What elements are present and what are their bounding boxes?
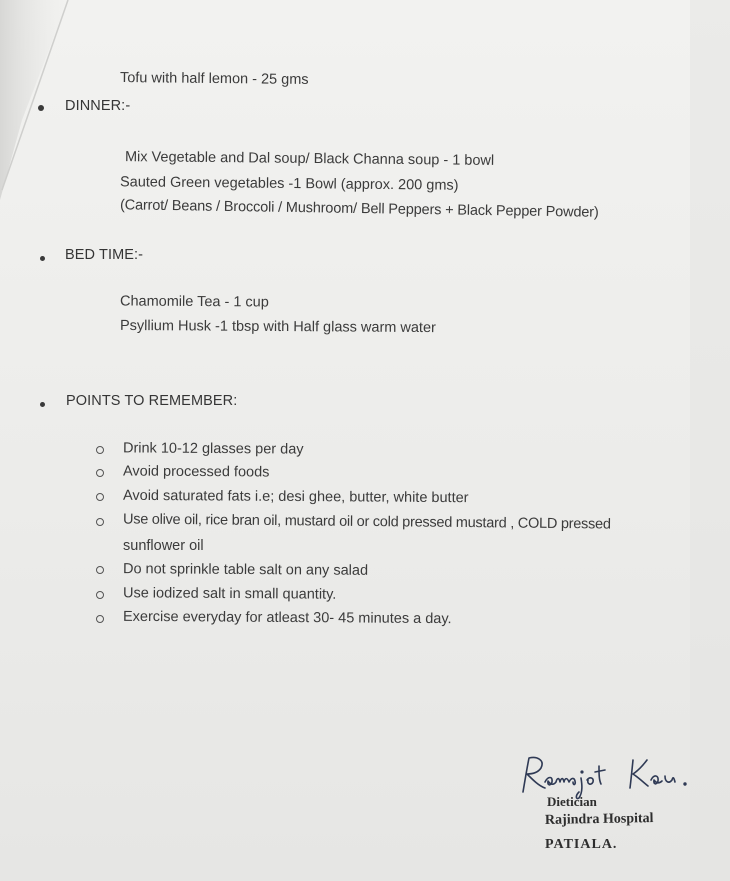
dinner-item-soup: Mix Vegetable and Dal soup/ Black Channa soup - 1 bowl: [124, 149, 495, 169]
point-marker: [96, 566, 104, 574]
dinner-bullet: [38, 105, 44, 111]
dietician-signature: [515, 748, 705, 800]
dinner-item-vegetables: Sauted Green vegetables -1 Bowl (approx. 200 gms): [119, 174, 459, 194]
point-item-exercise: Exercise everyday for atleast 30- 45 minutes a day.: [122, 608, 452, 628]
point-item-water: Drink 10-12 glasses per day: [122, 440, 304, 458]
tofu-item: Tofu with half lemon - 25 gms: [119, 70, 309, 88]
stamp-city: PATIALA.: [545, 837, 618, 852]
point-marker: [96, 615, 104, 623]
point-marker: [96, 518, 104, 526]
bed-time-heading: BED TIME:-: [65, 247, 144, 263]
stamp-hospital: Rajindra Hospital: [544, 811, 654, 828]
point-item-iodized-salt: Use iodized salt in small quantity.: [122, 585, 337, 603]
bed-time-item-psyllium: Psyllium Husk -1 tbsp with Half glass warm water: [119, 317, 436, 337]
point-marker: [96, 446, 104, 454]
point-item-salt-salad: Do not sprinkle table salt on any salad: [122, 561, 369, 579]
bed-time-item-tea: Chamomile Tea - 1 cup: [119, 293, 269, 311]
point-item-oils: Use olive oil, rice bran oil, mustard oil or cold pressed mustard , COLD pressed: [122, 511, 611, 533]
points-bullet: [40, 402, 45, 407]
point-marker: [96, 493, 104, 501]
point-marker: [96, 591, 104, 599]
dinner-item-vegetable-list: (Carrot/ Beans / Broccoli / Mushroom/ Bell Peppers + Black Pepper Powder): [119, 197, 599, 221]
point-item-processed: Avoid processed foods: [122, 463, 270, 481]
point-marker: [96, 469, 104, 477]
stamp-title: Dietician: [547, 794, 597, 809]
point-item-fats: Avoid saturated fats i.e; desi ghee, butter, white butter: [122, 487, 469, 507]
dinner-heading: DINNER:-: [65, 98, 131, 114]
points-heading: POINTS TO REMEMBER:: [66, 393, 238, 409]
point-item-oils-continued: sunflower oil: [123, 538, 204, 554]
bed-time-bullet: [40, 256, 45, 261]
